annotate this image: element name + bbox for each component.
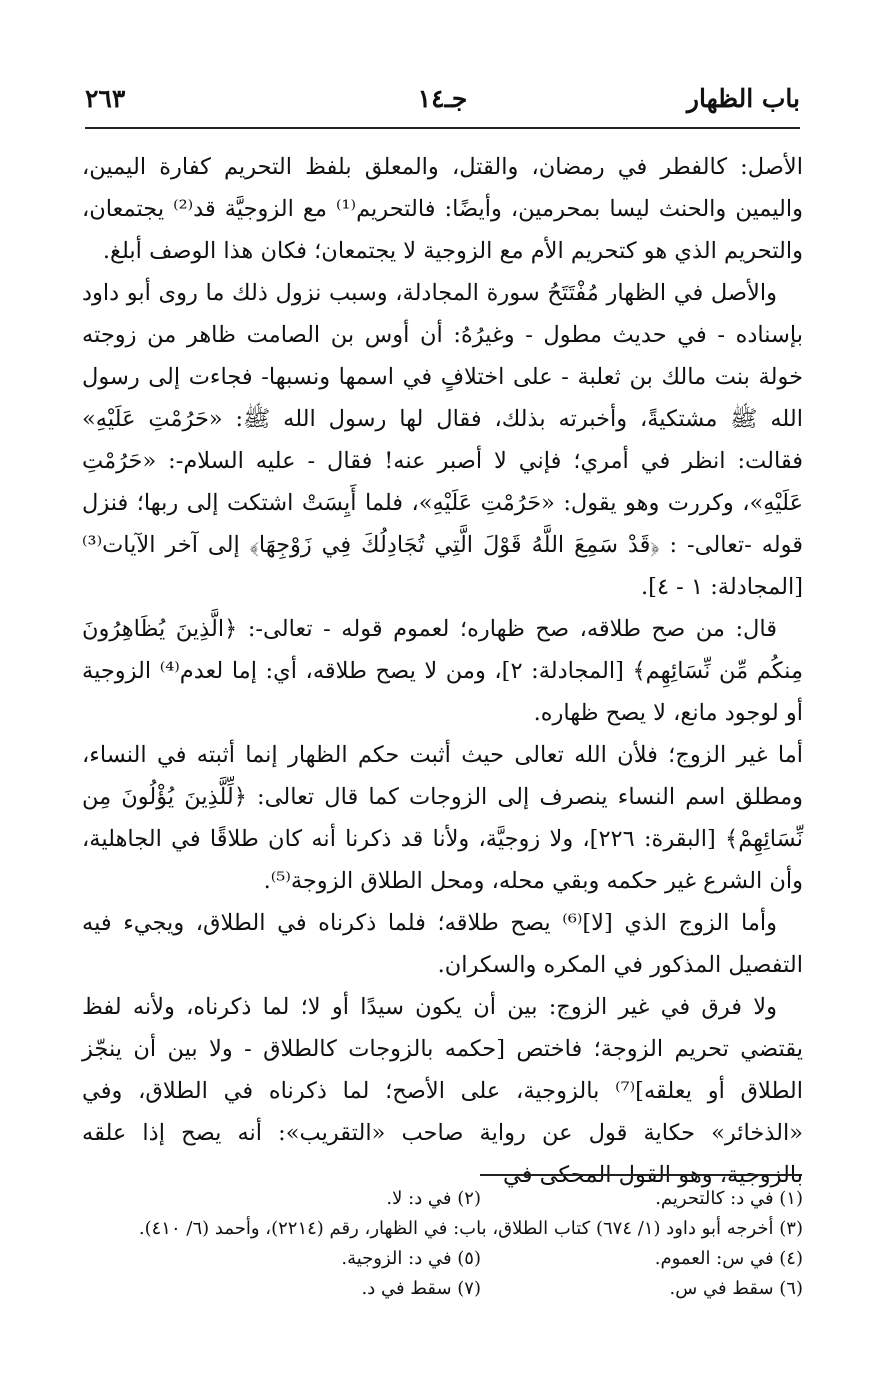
footnote-divider [480, 1174, 802, 1176]
footnote: (٢) في د: لا. [386, 1188, 481, 1209]
running-header [85, 84, 800, 124]
footnote: (٧) سقط في د. [361, 1278, 481, 1299]
footnote: (٥) في د: الزوجية. [341, 1248, 481, 1269]
footnote-row [82, 1214, 803, 1244]
paragraph: ولا فرق في غير الزوج: بين أن يكون سيدًا أو لا؛ لما ذكرناه، ولأنه لفظ يقتضي تحريم الزوجة؛ فاختص [حكمه بالزوجات كالطلاق - ولا بين أن ينجّز الطلاق أو يعلقه]⁽⁷⁾ بالزوجية، على الأصح؛ لما ذكرناه في الطلاق، وفي «الذخائر» حكاية قول عن رواية صاحب «التقريب»: أنه يصح إذا علقه بالزوجية، وهو القول المحكى في [82, 994, 804, 1188]
header-divider [85, 127, 800, 129]
footnote: (١) في د: كالتحريم. [655, 1188, 803, 1209]
chapter-title: باب الظهار [686, 84, 800, 113]
paragraph: أما غير الزوج؛ فلأن الله تعالى حيث أثبت حكم الظهار إنما أثبته في النساء، ومطلق اسم النساء ينصرف إلى الزوجات كما قال تعالى: ﴿لِّلَّذِينَ يُؤْلُونَ مِن نِّسَائِهِمْ﴾ [البقرة: ٢٢٦]، ولا زوجيَّة، ولأنا قد ذكرنا أنه كان طلاقًا في الجاهلية، وأن الشرع غير حكمه وبقي محله، ومحل الطلاق الزوجة⁽⁵⁾. [82, 742, 803, 894]
footnote-row [82, 1244, 803, 1274]
paragraph: وأما الزوج الذي [لا]⁽⁶⁾ يصح طلاقه؛ فلما ذكرناه في الطلاق، ويجيء فيه التفصيل المذكور في المكره والسكران. [82, 910, 803, 978]
paragraph: والأصل في الظهار مُفْتَتَحُ سورة المجادلة، وسبب نزول ذلك ما روى أبو داود بإسناده - في حديث مطول - وغيرُهُ: أن أوس بن الصامت ظاهر من زوجته خولة بنت مالك بن ثعلبة - على اختلافٍ في اسمها ونسبها- فجاءت إلى رسول الله ﷺ مشتكيةً، وأخبرته بذلك، فقال لها رسول الله ﷺ: «حَرُمْتِ عَلَيْهِ» فقالت: انظر في أمري؛ فإني لا أصبر عنه! فقال - عليه السلام-: «حَرُمْتِ عَلَيْهِ»، وكررت وهو يقول: «حَرُمْتِ عَلَيْهِ»، فلما أَيِسَتْ اشتكت إلى ربها؛ فنزل قوله -تعالى- : ﴿قَدْ سَمِعَ اللَّهُ قَوْلَ الَّتِي تُجَادِلُكَ فِي زَوْجِهَا﴾ إلى آخر الآيات⁽³⁾ [المجادلة: ١ - ٤]. [82, 280, 803, 600]
volume-label: جـ١٤ [417, 84, 468, 113]
paragraph: قال: من صح طلاقه، صح ظهاره؛ لعموم قوله - تعالى-: ﴿الَّذِينَ يُظَاهِرُونَ مِنكُم مِّن نِّسَائِهِم﴾ [المجادلة: ٢]، ومن لا يصح طلاقه، أي: إما لعدم⁽⁴⁾ الزوجية أو لوجود مانع، لا يصح ظهاره. [82, 616, 803, 726]
footnote-row [82, 1274, 803, 1304]
paragraph: الأصل: كالفطر في رمضان، والقتل، والمعلق بلفظ التحريم كفارة اليمين، واليمين والحنث ليسا بمحرمين، وأيضًا: فالتحريم⁽¹⁾ مع الزوجيَّة قد⁽²⁾ يجتمعان، والتحريم الذي هو كتحريم الأم مع الزوجية لا يجتمعان؛ فكان هذا الوصف أبلغ. [82, 154, 804, 264]
footnote-row [82, 1184, 803, 1214]
footnote: (٤) في س: العموم. [654, 1248, 803, 1269]
footnote: (٣) أخرجه أبو داود (١/ ٦٧٤) كتاب الطلاق، باب: في الظهار، رقم (٢٢١٤)، وأحمد (٦/ ٤١٠). [138, 1218, 803, 1239]
main-text [82, 146, 803, 1196]
footnotes [82, 1184, 803, 1304]
footnote: (٦) سقط في س. [669, 1278, 803, 1299]
page-number: ٢٦٣ [85, 84, 126, 113]
